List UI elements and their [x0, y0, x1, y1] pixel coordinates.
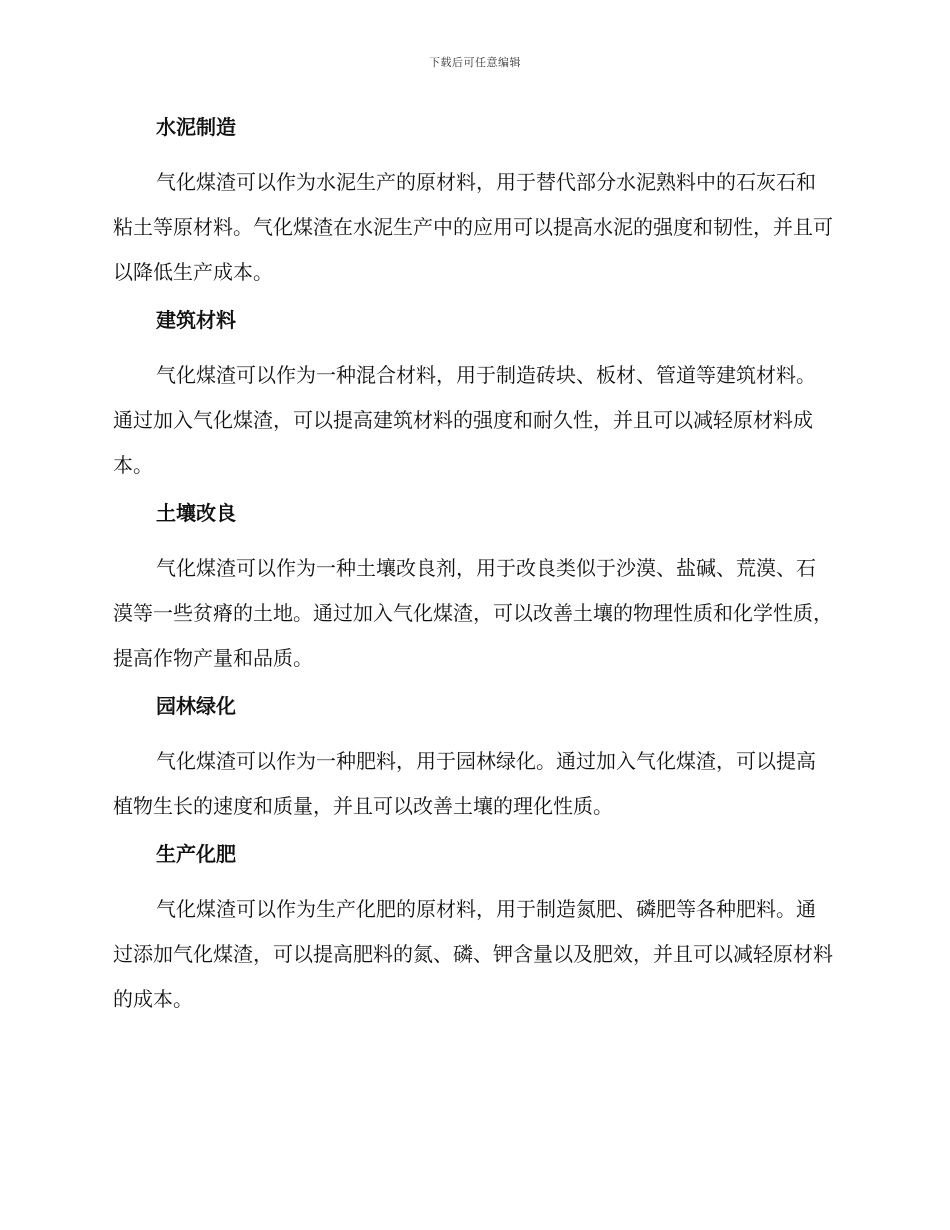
section-body: 气化煤渣可以作为生产化肥的原材料，用于制造氮肥、磷肥等各种肥料。通过添加气化煤渣，可以提高肥料的氮、磷、钾含量以及肥效，并且可以减轻原材料的成本。 [113, 897, 833, 1011]
section-soil-improvement [113, 498, 833, 681]
section-body: 气化煤渣可以作为一种土壤改良剂，用于改良类似于沙漠、盐碱、荒漠、石漠等一些贫瘠的土地。通过加入气化煤渣，可以改善土壤的物理性质和化学性质，提高作物产量和品质。 [113, 556, 833, 670]
section-cement [113, 112, 833, 295]
section-title: 园林绿化 [156, 694, 236, 718]
section-landscaping [113, 691, 833, 829]
section-building-materials [113, 305, 833, 488]
section-fertilizer [113, 839, 833, 1022]
header-note: 下载后可任意编辑 [429, 56, 521, 69]
section-body: 气化煤渣可以作为一种混合材料，用于制造砖块、板材、管道等建筑材料。通过加入气化煤渣，可以提高建筑材料的强度和耐久性，并且可以减轻原材料成本。 [113, 363, 816, 477]
section-body: 气化煤渣可以作为水泥生产的原材料，用于替代部分水泥熟料中的石灰石和粘土等原材料。气化煤渣在水泥生产中的应用可以提高水泥的强度和韧性，并且可以降低生产成本。 [113, 170, 833, 284]
section-title: 生产化肥 [156, 842, 236, 866]
section-title: 水泥制造 [156, 115, 236, 139]
document-content [113, 112, 833, 1032]
section-title: 建筑材料 [156, 308, 236, 332]
section-title: 土壤改良 [156, 501, 236, 525]
section-body: 气化煤渣可以作为一种肥料，用于园林绿化。通过加入气化煤渣，可以提高植物生长的速度和质量，并且可以改善土壤的理化性质。 [113, 749, 816, 818]
